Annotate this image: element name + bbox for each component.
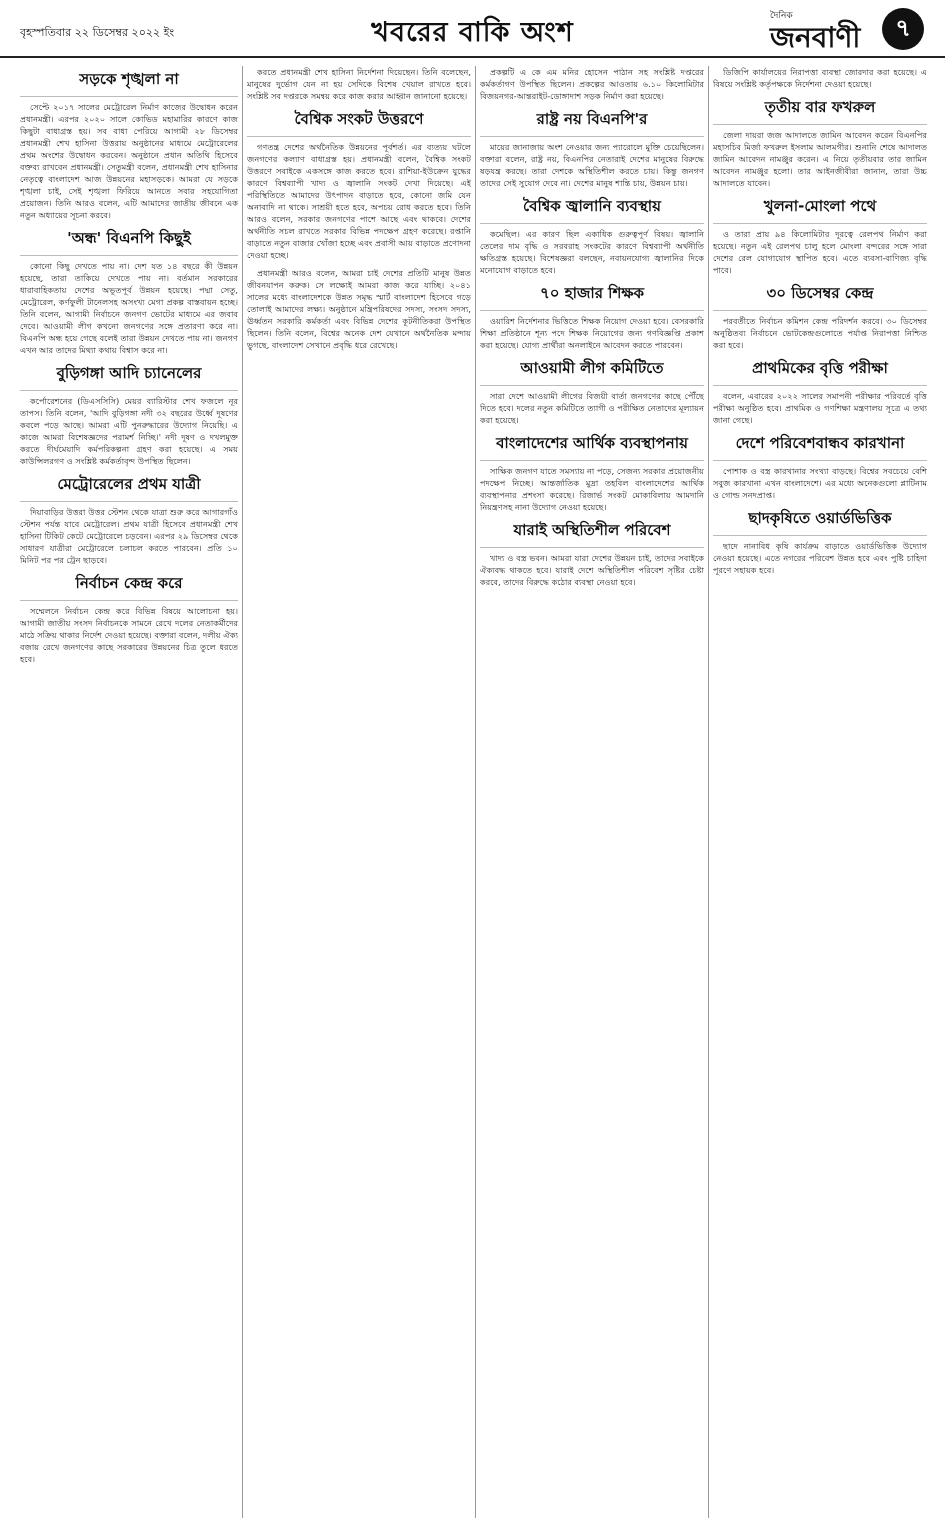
article xyxy=(713,282,927,351)
logo-text: জনবাণী xyxy=(770,21,861,54)
newspaper-logo xyxy=(770,8,875,52)
article-body: পরবর্তীতে নির্বাচন কমিশন কেন্দ্র পরিদর্শন করবে। ৩০ ডিসেম্বর অনুষ্ঠিতব্য নির্বাচনে ভোটকেন্দ্রগুলোতে পর্যাপ্ত নিরাপত্তা নিশ্চিত করা হবে। xyxy=(713,316,927,350)
article xyxy=(713,195,927,276)
column-3 xyxy=(480,66,704,1518)
article-body: ছাদে নানাবিধ কৃষি কার্যক্রম বাড়াতে ওয়ার্ডভিত্তিক উদ্যোগ নেওয়া হয়েছে। এতে নগরের পরিবেশ উন্নত হবে এবং পুষ্টি চাহিদা পূরণে সহায়ক হবে। xyxy=(713,541,927,575)
article-headline: মেট্রোরেলের প্রথম যাত্রী xyxy=(20,473,238,502)
article-body: খাদ্য ও বস্ত্র ভবন। আমরা যারা দেশের উন্নয়ন চাই, তাদের সবাইকে ঐক্যবদ্ধ থাকতে হবে। যারাই দেশে অস্থিতিশীল পরিবেশ সৃষ্টির চেষ্টা করবে, তাদের বিরুদ্ধে কঠোর ব্যবস্থা নেওয়া হবে। xyxy=(480,553,704,587)
article-body: পোশাক ও বস্ত্র কারখানার সংখ্যা বাড়ছে। বিশ্বের সবচেয়ে বেশি সবুজ কারখানা এখন বাংলাদেশে। এর মধ্যে অনেকগুলো প্লাটিনাম ও গোল্ড সনদপ্রাপ্ত। xyxy=(713,466,927,500)
article-body: সাক্ষিক জনগণ যাতে সমস্যায় না পড়ে, সেজন্য সরকার প্রয়োজনীয় পদক্ষেপ নিচ্ছে। আন্তর্জাতিক মুদ্রা তহবিল বাংলাদেশের আর্থিক ব্যবস্থাপনার প্রশংসা করেছে। রিজার্ভ সংকট মোকাবিলায় আমদানি নিয়ন্ত্রণসহ নানা উদ্যোগ নেওয়া হয়েছে। xyxy=(480,466,704,512)
article xyxy=(713,66,927,90)
article-body: জেলা দায়রা জজ আদালতে জামিন আবেদন করেন বিএনপির মহাসচিব মির্জা ফখরুল ইসলাম আলমগীর। শুনানি শেষে আদালত জামিন আবেদন নামঞ্জুর করেন। এ নিয়ে তৃতীয়বার তার জামিন আবেদন নামঞ্জুর হলো। তার আইনজীবীরা জানান, তারা উচ্চ আদালতে যাবেন। xyxy=(713,130,927,188)
article xyxy=(480,195,704,276)
issue-date: বৃহস্পতিবার ২২ ডিসেম্বর ২০২২ ইং xyxy=(20,26,175,39)
column-divider xyxy=(708,66,709,1518)
article xyxy=(20,572,238,665)
article-headline: বুড়িগঙ্গা আদি চ্যানেলের xyxy=(20,362,238,391)
article-body: প্রকল্পটি এ কে এম মনির হোসেন পাঠান সহ সংশ্লিষ্ট দপ্তরের কর্মকর্তাগণ উপস্থিত ছিলেন। প্রকল্পের আওতায় ৬.১০ কিলোমিটার বিজয়নগর-আন্তরাইট-ডোঙ্গাদাশ সড়ক নির্মাণ করা হয়েছে। xyxy=(480,67,704,101)
column-1 xyxy=(20,66,238,1518)
article-body: বলেন, এবারের ২০২২ সালের সমাপনী পরীক্ষার পরিবর্তে বৃত্তি পরীক্ষা অনুষ্ঠিত হবে। প্রাথমিক ও গণশিক্ষা মন্ত্রণালয় সূত্রে এ তথ্য জানা গেছে। xyxy=(713,391,927,425)
logo-small-text: দৈনিক xyxy=(770,11,793,21)
article-headline: দেশে পরিবেশবান্ধব কারখানা xyxy=(713,432,927,461)
article-headline: আওয়ামী লীগ কমিটিতে xyxy=(480,357,704,386)
article-headline: প্রাথমিকের বৃত্তি পরীক্ষা xyxy=(713,357,927,386)
article-headline: ৩০ ডিসেম্বর কেন্দ্র xyxy=(713,282,927,311)
article-body: প্রধানমন্ত্রী আরও বলেন, আমরা চাই দেশের প্রতিটি মানুষ উন্নত জীবনযাপন করুক। সে লক্ষ্যেই আমরা কাজ করে যাচ্ছি। ২০৪১ সালের মধ্যে বাংলাদেশকে উন্নত সমৃদ্ধ স্মার্ট বাংলাদেশ হিসেবে গড়ে তোলাই আমাদের লক্ষ্য। অনুষ্ঠানে মন্ত্রিপরিষদের সদস্য, সংসদ সদস্য, ঊর্ধ্বতন সরকারি কর্মকর্তা এবং বিভিন্ন দেশের কূটনীতিকরা উপস্থিত ছিলেন। তিনি বলেন, বিশ্বের অনেক দেশ যেখানে অর্থনৈতিক মন্দায় ভুগছে, বাংলাদেশ সেখানে প্রবৃদ্ধি ধরে রেখেছে। xyxy=(247,268,471,350)
article-body: ডিজিপি কার্যালয়ের নিরাপত্তা ব্যবস্থা জোরদার করা হয়েছে। এ বিষয়ে সংশ্লিষ্ট কর্তৃপক্ষকে নির্দেশনা দেওয়া হয়েছে। xyxy=(713,67,927,89)
article xyxy=(480,66,704,102)
article-headline: ছাদকৃষিতে ওয়ার্ডভিত্তিক xyxy=(713,507,927,536)
article-body: দিয়াবাড়ির উত্তরা উত্তর স্টেশন থেকে যাত্রা শুরু করে আগারগাঁও স্টেশন পর্যন্ত যাবে মেট্রোরেল। প্রথম যাত্রী হিসেবে প্রধানমন্ত্রী শেখ হাসিনা টিকিট কেটে মেট্রোরেলে চড়বেন। এরপর ২৯ ডিসেম্বর থেকে সাধারণ যাত্রীরা মেট্রোরেলে চলাচল করতে পারবেন। প্রতি ১০ মিনিট পর পর ট্রেন ছাড়বে। xyxy=(20,507,238,565)
article xyxy=(713,432,927,501)
article xyxy=(713,96,927,189)
article-body: কোনো কিছু দেখতে পায় না। দেশ যত ১৪ বছরে কী উন্নয়ন হয়েছে, তারা তাকিয়ে দেখতে পায় না। বর্তমান সরকারের ধারাবাহিকতায় দেশের অভূতপূর্ব উন্নয়ন হয়েছে। পদ্মা সেতু, মেট্রোরেল, কর্ণফুলী টানেলসহ অসংখ্য মেগা প্রকল্প বাস্তবায়ন হচ্ছে। তিনি বলেন, আগামী নির্বাচনে জনগণ ভোটের মাধ্যমে এর জবাব দেবে। আওয়ামী লীগ কখনো জনগণের সঙ্গে প্রতারণা করে না। বিএনপি অন্ধ হয়ে গেছে বলেই তারা উন্নয়ন দেখতে পায় না। জনগণ এখন আর তাদের মিথ্যা কথায় বিশ্বাস করে না। xyxy=(20,261,238,355)
article xyxy=(20,362,238,467)
article xyxy=(247,267,471,351)
article-headline: তৃতীয় বার ফখরুল xyxy=(713,96,927,125)
article xyxy=(713,507,927,576)
article-headline: নির্বাচন কেন্দ্র করে xyxy=(20,572,238,601)
article xyxy=(20,473,238,566)
article xyxy=(480,357,704,426)
article-headline: খুলনা-মোংলা পথে xyxy=(713,195,927,224)
column-4 xyxy=(713,66,927,1518)
article xyxy=(247,66,471,102)
column-divider xyxy=(242,66,243,1518)
article-headline: বাংলাদেশের আর্থিক ব্যবস্থাপনায় xyxy=(480,432,704,461)
page-number: ৭ xyxy=(882,8,924,50)
column-divider xyxy=(475,66,476,1518)
article-headline: রাষ্ট্র নয় বিএনপি'র xyxy=(480,108,704,137)
article-body: সম্মেলনে নির্বাচন কেন্দ্র করে বিভিন্ন বিষয়ে আলোচনা হয়। আগামী জাতীয় সংসদ নির্বাচনকে সামনে রেখে দলের নেতাকর্মীদের মাঠে সক্রিয় থাকার নির্দেশ দেওয়া হয়েছে। বক্তারা বলেন, দলীয় ঐক্য বজায় রেখে জনগণের কাছে সরকারের উন্নয়নের চিত্র তুলে ধরতে হবে। xyxy=(20,606,238,664)
article-body: ওয়ারিশ নির্দেশনার ভিত্তিতে শিক্ষক নিয়োগ দেওয়া হবে। বেসরকারি শিক্ষা প্রতিষ্ঠানে শূন্য পদে শিক্ষক নিয়োগের জন্য গণবিজ্ঞপ্তি প্রকাশ করা হয়েছে। যোগ্য প্রার্থীরা অনলাইনে আবেদন করতে পারবেন। xyxy=(480,316,704,350)
article-body: ও তারা প্রায় ৯৪ কিলোমিটার দূরত্বে রেলপথ নির্মাণ করা হয়েছে। নতুন এই রেলপথ চালু হলে মোংলা বন্দরের সঙ্গে সারা দেশের রেল যোগাযোগ স্থাপিত হবে। এতে ব্যবসা-বাণিজ্য বৃদ্ধি পাবে। xyxy=(713,229,927,275)
article xyxy=(247,108,471,261)
masthead xyxy=(0,0,945,58)
article-body: সেপ্টে ২০১৭ সালের মেট্রোরেল নির্মাণ কাজের উদ্বোধন করেন প্রধানমন্ত্রী। এরপর ২০২০ সালে কোভিড মহামারির কারণে কাজ কিছুটা বাধাগ্রস্ত হয়। সব বাধা পেরিয়ে আগামী ২৮ ডিসেম্বর প্রধানমন্ত্রী শেখ হাসিনা উত্তরায় অনুষ্ঠানের মাধ্যমে মেট্রোরেলের প্রথম অংশের উদ্বোধন করবেন। অনুষ্ঠানে প্রধান অতিথি হিসেবে বক্তব্য রাখবেন প্রধানমন্ত্রী। সেতুমন্ত্রী বলেন, প্রধানমন্ত্রী শেখ হাসিনার নেতৃত্বে বাংলাদেশ আজ উন্নয়নের মহাসড়কে। আমরা যে সড়কে শৃঙ্খলা চাই, সেই শৃঙ্খলা ফিরিয়ে আনতে সবার সহযোগিতা প্রয়োজন। তিনি আরও বলেন, এটি আমাদের জাতীয় জীবনে এক নতুন অধ্যায়ের সূচনা করবে। xyxy=(20,102,238,220)
article xyxy=(713,357,927,426)
article-headline: সড়কে শৃঙ্খলা না xyxy=(20,68,238,97)
article-body: করতে প্রধানমন্ত্রী শেখ হাসিনা নির্দেশনা দিয়েছেন। তিনি বলেছেন, মানুষের দুর্ভোগ যেন না হয় সেদিকে বিশেষ খেয়াল রাখতে হবে। সংশ্লিষ্ট সব দপ্তরকে সমন্বয় করে কাজ করার আহ্বান জানানো হয়েছে। xyxy=(247,67,471,101)
article-headline: বৈশ্বিক সংকট উত্তরণে xyxy=(247,108,471,137)
article-headline: 'অন্ধ' বিএনপি কিছুই xyxy=(20,227,238,256)
article-headline: বৈশ্বিক জ্বালানি ব্যবস্থায় xyxy=(480,195,704,224)
article xyxy=(480,282,704,351)
article-body: মায়ের জানাজায় অংশ নেওয়ার জন্য প্যারোলে মুক্তি চেয়েছিলেন। বক্তারা বলেন, রাষ্ট্র নয়, বিএনপির নেতারাই দেশের মানুষের বিরুদ্ধে ষড়যন্ত্র করছে। তারা দেশকে অস্থিতিশীল করতে চায়। কিন্তু জনগণ তাদের সেই সুযোগ দেবে না। দেশের মানুষ শান্তি চায়, উন্নয়ন চায়। xyxy=(480,142,704,188)
article-body: কমেছিল। এর কারণ ছিল একাধিক গুরুত্বপূর্ণ বিষয়। জ্বালানি তেলের দাম বৃদ্ধি ও সরবরাহ সংকটের কারণে বিশ্বব্যাপী অর্থনীতি ক্ষতিগ্রস্ত হয়েছে। বিশেষজ্ঞরা বলছেন, নবায়নযোগ্য জ্বালানির দিকে মনোযোগ বাড়াতে হবে। xyxy=(480,229,704,275)
article-body: গণতন্ত্র দেশের অর্থনৈতিক উন্নয়নের পূর্বশর্ত। এর ব্যত্যয় ঘটলে জনগণের কল্যাণ বাধাগ্রস্ত হয়। প্রধানমন্ত্রী বলেন, বৈশ্বিক সংকট উত্তরণে সবাইকে একসঙ্গে কাজ করতে হবে। রাশিয়া-ইউক্রেন যুদ্ধের কারণে বিশ্বব্যাপী খাদ্য ও জ্বালানি সংকট দেখা দিয়েছে। এই পরিস্থিতিতে আমাদের উৎপাদন বাড়াতে হবে, কোনো জমি যেন অনাবাদি না থাকে। সাশ্রয়ী হতে হবে, অপচয় রোধ করতে হবে। তিনি আরও বলেন, সরকার জনগণের পাশে আছে এবং থাকবে। দেশের অর্থনীতি সচল রাখতে সরকার বিভিন্ন পদক্ষেপ গ্রহণ করেছে। রপ্তানি বাড়াতে নতুন বাজার খোঁজা হচ্ছে এবং প্রবাসী আয় বাড়াতে প্রণোদনা দেওয়া হচ্ছে। xyxy=(247,142,471,260)
column-2 xyxy=(247,66,471,1518)
article xyxy=(480,108,704,189)
article-body: সারা দেশে আওয়ামী লীগের বিজয়ী বার্তা জনগণের কাছে পৌঁছে দিতে হবে। দলের নতুন কমিটিতে ত্যাগী ও পরীক্ষিত নেতাদের মূল্যায়ন করা হয়েছে। xyxy=(480,391,704,425)
article-body: কর্পোরেশনের (ডিএসসিসি) মেয়র ব্যারিস্টার শেখ ফজলে নূর তাপস। তিনি বলেন, 'আদি বুড়িগঙ্গা নদী ৩২ বছরের উর্ধ্বে দূষণের কবলে পড়ে আছে। আমরা এটি পুনরুদ্ধারের উদ্যোগ নিয়েছি। এ কাজে আমরা বিশেষজ্ঞদের পরামর্শ নিচ্ছি।' নদী দূষণ ও দখলমুক্ত করতে দীর্ঘমেয়াদি কর্মপরিকল্পনা গ্রহণ করা হয়েছে। এ সময় কাউন্সিলরগণ ও সংশ্লিষ্ট কর্মকর্তাবৃন্দ উপস্থিত ছিলেন। xyxy=(20,396,238,466)
article xyxy=(480,519,704,588)
article xyxy=(20,227,238,356)
article-headline: ৭০ হাজার শিক্ষক xyxy=(480,282,704,311)
article xyxy=(480,432,704,513)
article xyxy=(20,68,238,221)
article-headline: যারাই অস্থিতিশীল পরিবেশ xyxy=(480,519,704,548)
section-title: খবরের বাকি অংশ xyxy=(371,17,574,48)
